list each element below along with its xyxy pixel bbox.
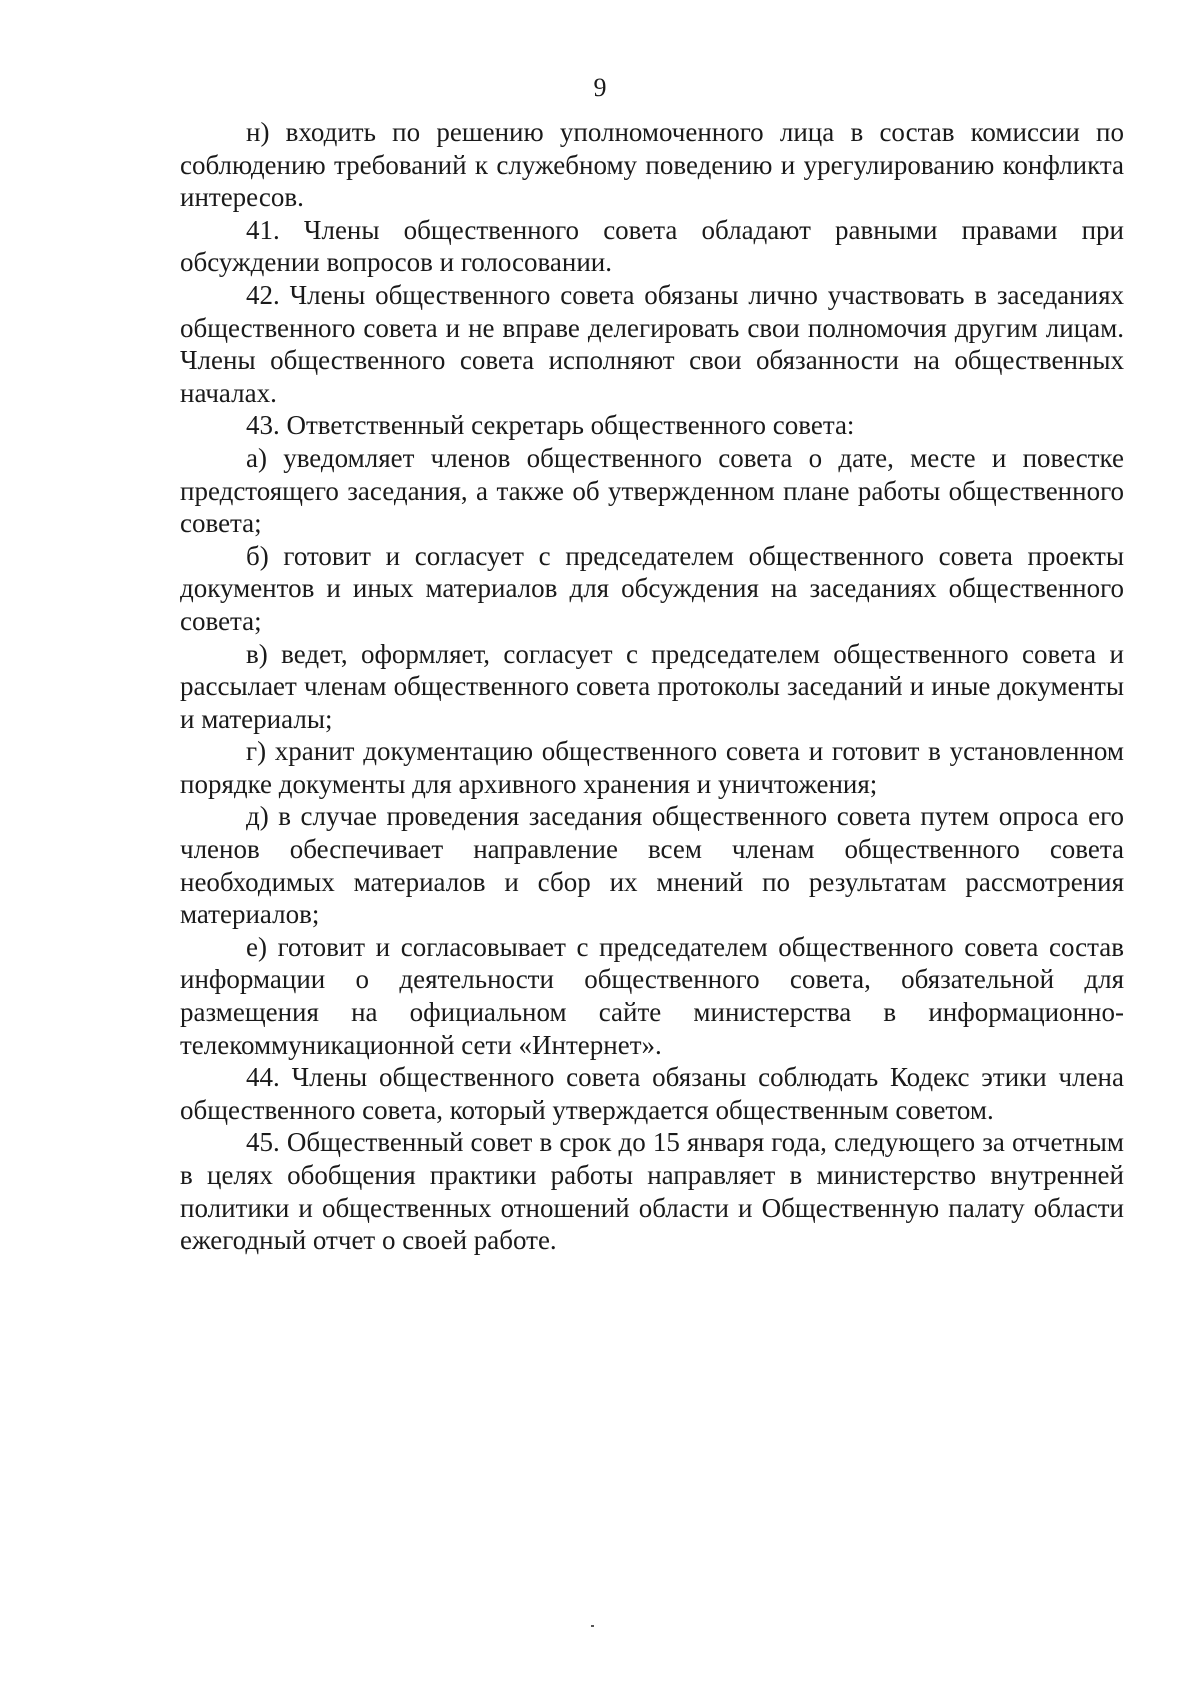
paragraph-44: 44. Члены общественного совета обязаны соблюдать Кодекс этики члена общественного совета, который утверждается общественным советом.: [180, 1062, 1124, 1125]
paragraph-43: 43. Ответственный секретарь общественного совета:: [246, 410, 855, 441]
paragraph-42: 42. Члены общественного совета обязаны лично участвовать в заседаниях общественного совета и не вправе делегировать свои полномочия другим лицам. Члены общественного совета исполняют свои обязанности на общественных началах.: [180, 279, 1124, 408]
paragraph-43-b: б) готовит и согласует с председателем общественного совета проекты документов и иных материалов для обсуждения на заседаниях общественного совета;: [180, 540, 1124, 636]
paragraph-41: 41. Члены общественного совета обладают равными правами при обсуждении вопросов и голосовании.: [180, 214, 1124, 278]
paragraph-45: 45. Общественный совет в срок до 15 января года, следующего за отчетным в целях обобщения практики работы направляет в министерство внутренней политики и общественных отношений области и Общественную палату области ежегодный отчет о своей работе.: [180, 1127, 1124, 1256]
scan-speck: [591, 1625, 594, 1627]
paragraph-43-a: а) уведомляет членов общественного совета о дате, месте и повестке предстоящего заседания, а также об утвержденном плане работы общественного совета;: [180, 442, 1124, 539]
paragraph-43-e: е) готовит и согласовывает с председателем общественного совета состав информации о деятельности общественного совета, обязательной для размещения на официальном сайте министерства в информационно-телекоммуникационной сети «Интернет».: [180, 931, 1124, 1060]
paragraph-43-d: д) в случае проведения заседания общественного совета путем опроса его членов обеспечивает направление всем членам общественного совета необходимых материалов и сбор их мнений по результатам рассмотрения материалов;: [180, 801, 1124, 930]
page-number: 9: [593, 73, 607, 102]
document-body: [180, 116, 1124, 1257]
paragraph-43-v: в) ведет, оформляет, согласует с председателем общественного совета и рассылает членам общественного совета протоколы заседаний и иные документы и материалы;: [180, 638, 1124, 734]
paragraph-43-g: г) хранит документацию общественного совета и готовит в установленном порядке документы для архивного хранения и уничтожения;: [180, 736, 1124, 799]
paragraph-item-n: н) входить по решению уполномоченного лица в состав комиссии по соблюдению требований к служебному поведению и урегулированию конфликта интересов.: [180, 117, 1124, 213]
